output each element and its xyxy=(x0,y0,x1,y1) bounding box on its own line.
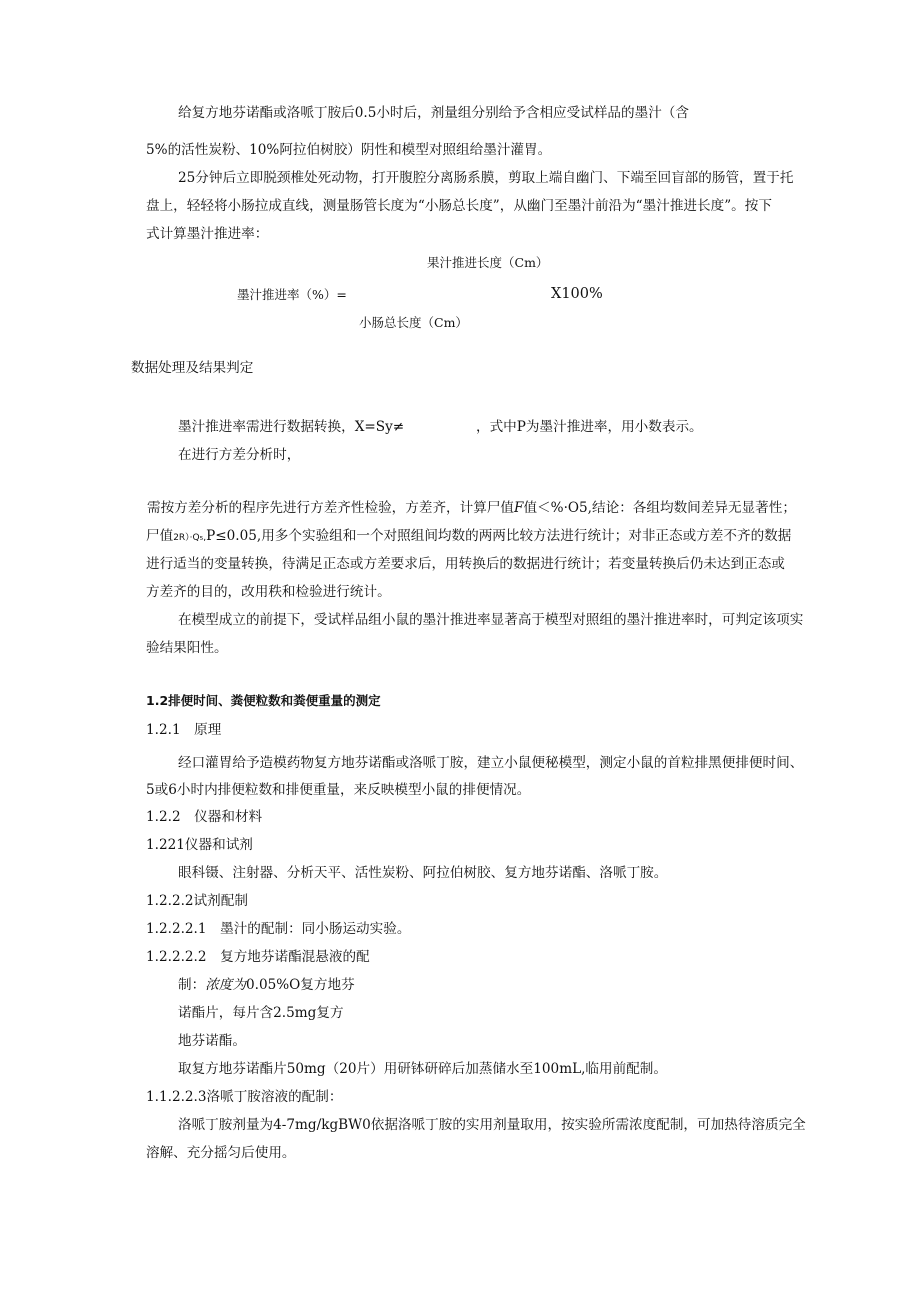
paragraph-line xyxy=(147,499,796,517)
paragraph-line: 溶解、充分摇匀后使用。 xyxy=(146,1145,296,1161)
subsection-heading: 1.221仪器和试剂 xyxy=(146,837,253,853)
paragraph-line: 验结果阳性。 xyxy=(146,640,228,656)
subsection-heading: 1.2.2.2试剂配制 xyxy=(146,893,248,909)
text-run: F xyxy=(514,500,524,516)
text-run: 2R）·Q₅, xyxy=(173,533,207,543)
paragraph-line xyxy=(146,527,791,547)
text-run: P≤0.05,用多个实验组和一个对照组间均数的两两比较方法进行统计；对非正态或方差不齐的数据 xyxy=(206,528,792,544)
paragraph-line: 墨汁推进率需进行数据转换，X=Sy≠ xyxy=(178,419,405,435)
section-heading: 数据处理及结果判定 xyxy=(131,360,254,376)
subsection-heading: 1.2.2.2.2 复方地芬诺酯混悬液的配 xyxy=(146,949,370,965)
text-run: 需按方差分析的程序先进行方差齐性检验，方差齐，计算尸值 xyxy=(147,500,515,516)
paragraph-line: 地芬诺酯。 xyxy=(178,1033,246,1049)
paragraph-line: 式计算墨汁推进率： xyxy=(146,226,269,242)
formula-factor: X100% xyxy=(551,286,603,302)
text-run: 0.05%O复方地芬 xyxy=(245,977,355,993)
text-run: 尸值 xyxy=(146,528,174,544)
paragraph-line: 给复方地芬诺酯或洛哌丁胺后0.5小时后，剂量组分别给予含相应受试样品的墨汁（含 xyxy=(178,105,689,121)
paragraph-line xyxy=(178,976,355,994)
text-run: 浓度为 xyxy=(205,977,246,993)
paragraph-line: 方差齐的目的，改用秩和检验进行统计。 xyxy=(146,584,391,600)
text-run: 值＜%·O5,结论：各组均数间差异无显著性； xyxy=(523,500,796,516)
subsection-heading: 1.2.2.2.1 墨汁的配制：同小肠运动实验。 xyxy=(146,921,411,937)
paragraph-line: 洛哌丁胺剂量为4-7mg/kgBW0依据洛哌丁胺的实用剂量取用，按实验所需浓度配制，可加热待溶质完全 xyxy=(178,1117,806,1133)
paragraph-line: 进行适当的变量转换，待满足正态或方差要求后，用转换后的数据进行统计；若变量转换后仍未达到正态或 xyxy=(146,556,785,572)
paragraph-line: 在进行方差分析时， xyxy=(178,447,301,463)
paragraph-line: 25分钟后立即脱颈椎处死动物，打开腹腔分离肠系膜，剪取上端自幽门、下端至回盲部的肠管，置于托 xyxy=(178,170,794,186)
paragraph-line: 5%的活性炭粉、10%阿拉伯树胶）阴性和模型对照组给墨汁灌胃。 xyxy=(146,142,552,158)
paragraph-line: 在模型成立的前提下，受试样品组小鼠的墨汁推进率显著高于模型对照组的墨汁推进率时，可判定该项实 xyxy=(178,612,804,628)
formula-lhs: 墨汁推进率（%）= xyxy=(237,287,347,302)
paragraph-line: 眼科镊、注射器、分析天平、活性炭粉、阿拉伯树胶、复方地芬诺酯、洛哌丁胺。 xyxy=(178,865,668,881)
paragraph-line: 5或6小时内排便粒数和排便重量，来反映模型小鼠的排便情况。 xyxy=(146,782,531,798)
formula-numerator: 果汁推进长度（Cm） xyxy=(427,255,549,270)
text-run: 制： xyxy=(178,977,206,993)
formula-denominator: 小肠总长度（Cm） xyxy=(359,315,468,330)
subsection-heading: 1.2.2 仪器和材料 xyxy=(146,809,263,825)
paragraph-line: 诺酯片，每片含2.5mg复方 xyxy=(178,1005,344,1021)
subsection-heading: 1.2.1 原理 xyxy=(146,722,222,738)
paragraph-line: ，式中P为墨汁推进率，用小数表示。 xyxy=(476,419,703,435)
paragraph-line: 经口灌胃给予造模药物复方地芬诺酯或洛哌丁胺，建立小鼠便秘模型，测定小鼠的首粒排黑便排便时间、 xyxy=(178,755,804,771)
subsection-heading: 1.1.2.2.3洛哌丁胺溶液的配制： xyxy=(146,1089,343,1105)
paragraph-line: 取复方地芬诺酯片50mg（20片）用研钵研碎后加蒸储水至100mL,临用前配制。 xyxy=(178,1061,667,1077)
paragraph-line: 盘上，轻轻将小肠拉成直线，测量肠管长度为“小肠总长度”，从幽门至墨汁前沿为“墨汁推进长度”。按下 xyxy=(146,198,772,214)
section-heading: 1.2排便时间、粪便粒数和粪便重量的测定 xyxy=(146,693,381,708)
